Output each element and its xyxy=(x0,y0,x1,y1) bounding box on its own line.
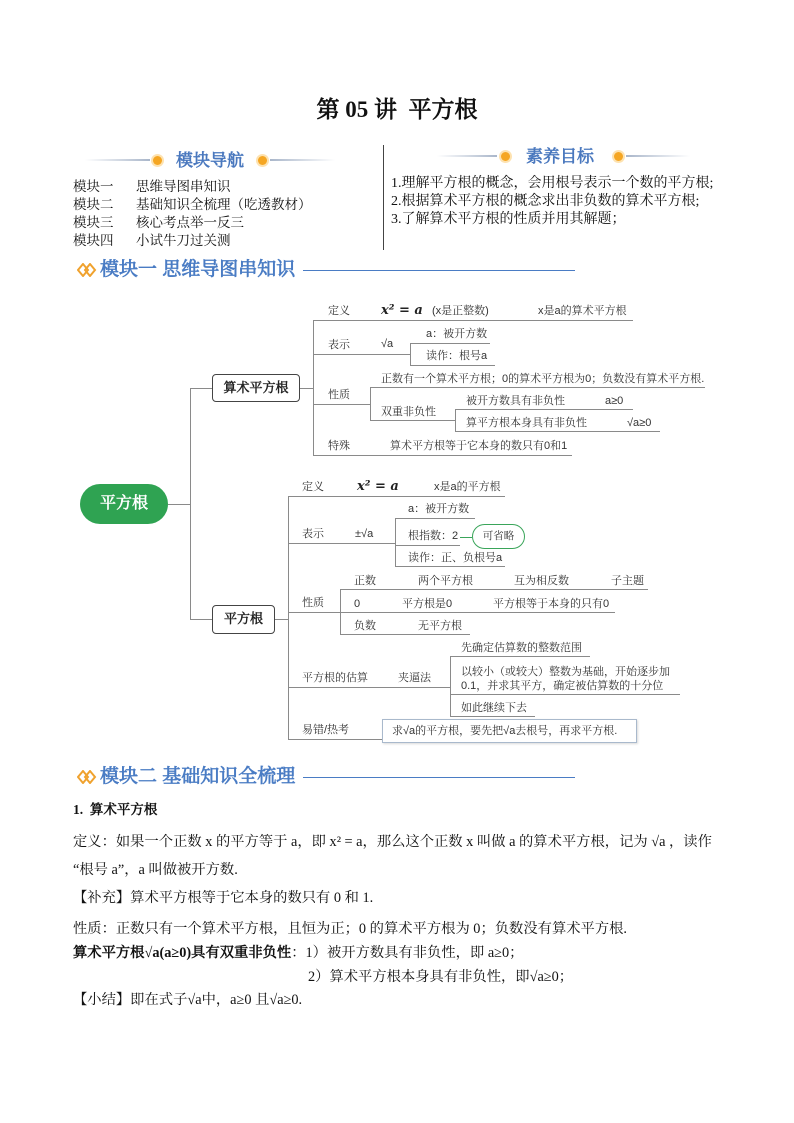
arith-notation-label: 表示 xyxy=(328,339,350,351)
arith-notation-underline xyxy=(313,354,410,355)
nav-item-1-code: 模块一 xyxy=(73,179,114,194)
content-double-nonneg-item-1: ：1）被开方数具有非负性，即 a≥0； xyxy=(291,945,524,961)
nav-item-4-label: 小试牛刀过关测 xyxy=(136,233,231,248)
square-reading-underline xyxy=(395,566,505,567)
square-positive-count: 两个平方根 xyxy=(418,575,473,587)
square-negative-label: 负数 xyxy=(354,620,376,632)
arith-definition-result: x是a的算术平方根 xyxy=(538,305,627,317)
square-pitfall-label: 易错/热考 xyxy=(302,724,350,736)
square-radicand-underline xyxy=(395,518,475,519)
square-index-note-connector xyxy=(460,537,472,538)
arith-double-item-2-value: √a≥0 xyxy=(627,417,652,429)
square-positive-extra: 子主题 xyxy=(611,575,644,587)
header-divider xyxy=(383,145,384,250)
arith-definition-condition: (x是正整数) xyxy=(432,305,489,317)
connector-arith xyxy=(190,388,212,389)
square-estimation-underline xyxy=(288,687,450,688)
arith-properties-double: 双重非负性 xyxy=(381,406,436,418)
content-property: 性质：正数只有一个算术平方根，且恒为正；0 的算术平方根为 0；负数没有算术平方根. xyxy=(73,921,627,937)
arith-notation-reading: 读作：根号a xyxy=(426,350,488,362)
topic-square-root: 平方根 xyxy=(212,605,275,634)
square-definition-result: x是a的平方根 xyxy=(434,481,501,493)
arith-summary-underline xyxy=(370,387,705,388)
connector-square-out xyxy=(275,619,288,620)
content-definition-line-1: 定义：如果一个正数 x 的平方等于 a，即 x² = a，那么这个正数 x 叫做 a 的算术平方根，记为 √a ，读作 xyxy=(73,834,712,850)
nav-heading: 模块导航 xyxy=(176,151,244,170)
square-definition-label: 定义 xyxy=(302,481,324,493)
arith-double-item-1-value: a≥0 xyxy=(605,395,624,407)
square-properties-label: 性质 xyxy=(302,597,324,609)
square-definition-underline xyxy=(288,496,505,497)
square-negative-underline xyxy=(340,634,470,635)
square-notation-label: 表示 xyxy=(302,528,324,540)
square-notation-index: 根指数：2 xyxy=(408,530,459,542)
square-estimation-step-1: 先确定估算数的整数范围 xyxy=(461,642,582,654)
goals-heading-dot-left xyxy=(501,152,510,161)
arith-double-connector xyxy=(455,409,456,431)
section-2-title: 模块二 基础知识全梳理 xyxy=(100,766,296,787)
arith-definition-label: 定义 xyxy=(328,305,350,317)
goal-item-1: 1.理解平方根的概念，会用根号表示一个数的平方根; xyxy=(391,176,714,191)
square-zero-value: 平方根是0 xyxy=(402,598,453,610)
connector-root-trunk xyxy=(190,388,191,619)
content-double-nonneg-lead: 算术平方根√a(a≥0)具有双重非负性 xyxy=(73,945,292,961)
arith-notation-symbol: √a xyxy=(381,338,394,350)
goals-heading-line-right xyxy=(626,155,690,157)
square-estimation-label: 平方根的估算 xyxy=(302,672,368,684)
nav-heading-dot-left xyxy=(153,156,162,165)
square-step-3-underline xyxy=(450,716,535,717)
square-notation-connector xyxy=(395,518,396,566)
connector-square-trunk xyxy=(288,496,289,739)
nav-heading-dot-right xyxy=(258,156,267,165)
goals-heading-dot-right xyxy=(614,152,623,161)
square-positive-label: 正数 xyxy=(354,575,376,587)
square-zero-label: 0 xyxy=(354,598,361,610)
connector-square xyxy=(190,619,212,620)
content-summary: 【小结】即在式子√a中，a≥0 且√a≥0. xyxy=(73,992,303,1008)
nav-item-2-label: 基础知识全梳理（吃透教材） xyxy=(136,197,312,212)
arith-properties-underline xyxy=(313,404,370,405)
mindmap-root-node: 平方根 xyxy=(80,484,168,524)
square-definition-formula: x² = a xyxy=(357,479,399,494)
content-double-nonneg xyxy=(73,946,523,960)
arith-properties-connector xyxy=(370,387,371,420)
square-index-underline xyxy=(395,545,460,546)
square-notation-symbol: ±√a xyxy=(355,528,374,540)
arith-radicand-underline xyxy=(410,343,490,344)
content-definition-line-2: “根号 a”，a 叫做被开方数. xyxy=(73,862,238,878)
nav-item-1-label: 思维导图串知识 xyxy=(136,179,231,194)
arith-double-item-2: 算平方根本身具有非负性 xyxy=(466,417,587,429)
section-1-rule xyxy=(303,270,575,271)
section-1-title: 模块一 思维导图串知识 xyxy=(100,259,296,280)
content-supplement: 【补充】算术平方根等于它本身的数只有 0 和 1. xyxy=(73,890,374,906)
arith-item-1-underline xyxy=(455,409,633,410)
arith-properties-label: 性质 xyxy=(328,389,350,401)
arith-special-text: 算术平方根等于它本身的数只有0和1 xyxy=(390,440,568,452)
square-index-note: 可省略 xyxy=(472,524,525,549)
nav-item-2-code: 模块二 xyxy=(73,197,114,212)
square-estimation-method: 夹逼法 xyxy=(398,672,431,684)
arith-reading-underline xyxy=(410,365,495,366)
square-pitfall-box xyxy=(382,719,637,743)
goals-heading-line-left xyxy=(437,155,497,157)
arith-double-item-1: 被开方数具有非负性 xyxy=(466,395,565,407)
square-zero-note: 平方根等于本身的只有0 xyxy=(493,598,610,610)
nav-heading-line-right xyxy=(270,159,335,161)
section-2-rule xyxy=(303,777,575,778)
nav-item-3-code: 模块三 xyxy=(73,215,114,230)
square-positive-relation: 互为相反数 xyxy=(514,575,569,587)
square-pitfall-underline xyxy=(288,739,382,740)
nav-item-3-label: 核心考点举一反三 xyxy=(136,215,244,230)
arith-special-underline xyxy=(313,455,572,456)
diamond-icon xyxy=(77,263,97,277)
square-estimation-step-2-line-1: 以较小（或较大）整数为基础，开始逐步加 xyxy=(461,666,670,678)
square-pitfall-text: 求√a的平方根，要先把√a去根号，再求平方根. xyxy=(392,725,618,737)
goals-heading: 素养目标 xyxy=(526,147,594,166)
arith-double-underline xyxy=(370,420,455,421)
diamond-icon xyxy=(77,770,97,784)
goal-item-2: 2.根据算术平方根的概念求出非负数的算术平方根; xyxy=(391,194,700,209)
content-heading: 1. 算术平方根 xyxy=(73,802,158,817)
page-title: 第 05 讲 平方根 xyxy=(316,97,478,122)
square-step-2-underline xyxy=(450,694,680,695)
content-double-nonneg-item-2: 2）算术平方根本身具有非负性，即√a≥0； xyxy=(308,969,574,985)
arith-notation-radicand: a：被开方数 xyxy=(426,328,488,340)
square-negative-value: 无平方根 xyxy=(418,620,462,632)
square-notation-radicand: a：被开方数 xyxy=(408,503,470,515)
arith-definition-formula: x² = a xyxy=(381,303,423,318)
arith-special-label: 特殊 xyxy=(328,440,350,452)
square-estimation-step-3: 如此继续下去 xyxy=(461,702,527,714)
arith-properties-summary: 正数有一个算术平方根；0的算术平方根为0；负数没有算术平方根. xyxy=(381,373,705,385)
arith-definition-underline xyxy=(313,320,633,321)
connector-arith-out xyxy=(300,388,313,389)
connector-root xyxy=(168,504,190,505)
square-properties-connector xyxy=(340,589,341,634)
square-step-1-underline xyxy=(450,656,590,657)
goal-item-3: 3.了解算术平方根的性质并用其解题； xyxy=(391,212,626,227)
topic-arith-root: 算术平方根 xyxy=(212,374,300,402)
nav-heading-line-left xyxy=(85,159,150,161)
square-estimation-step-2-line-2: 0.1，并求其平方，确定被估算数的十分位 xyxy=(461,680,664,692)
square-positive-underline xyxy=(340,589,648,590)
square-notation-underline xyxy=(288,543,395,544)
connector-arith-trunk xyxy=(313,320,314,455)
square-notation-reading: 读作：正、负根号a xyxy=(408,552,503,564)
square-estimation-connector xyxy=(450,656,451,716)
square-properties-underline xyxy=(288,612,615,613)
nav-item-4-code: 模块四 xyxy=(73,233,114,248)
arith-notation-connector xyxy=(410,343,411,365)
arith-item-2-underline xyxy=(455,431,660,432)
